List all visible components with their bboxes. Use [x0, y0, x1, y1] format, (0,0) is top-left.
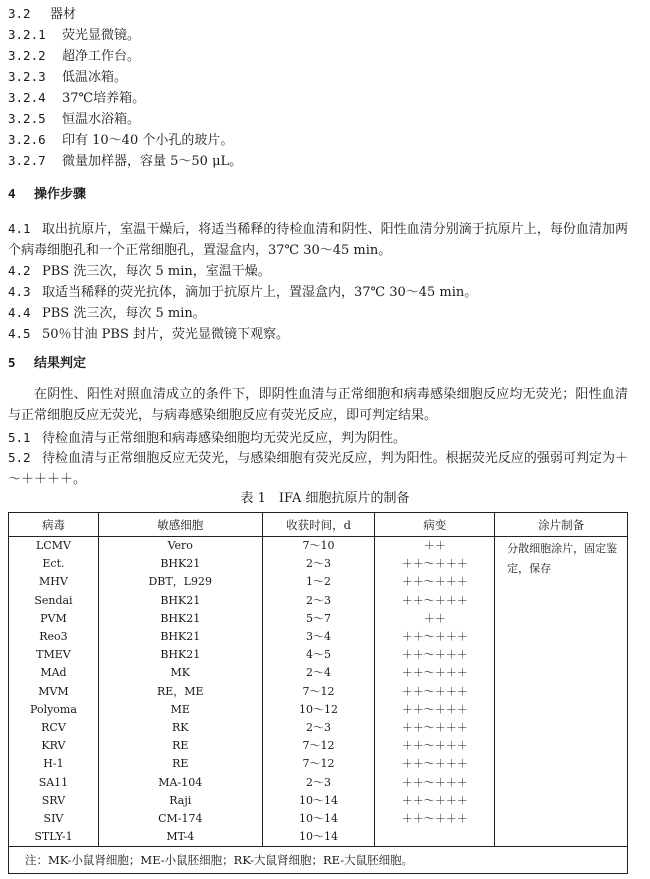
- cell-virus: Polyoma: [9, 701, 99, 719]
- item-number: 3.2.7: [8, 153, 46, 168]
- equipment-item: [8, 131, 233, 150]
- cell-sensitive-cell: ME: [98, 701, 262, 719]
- table-note: 注：MK-小鼠肾细胞；ME-小鼠胚细胞；RK-大鼠肾细胞；RE-大鼠胚细胞。: [9, 847, 628, 874]
- item-text: 低温冰箱。: [62, 70, 128, 85]
- cell-virus: SA11: [9, 773, 99, 791]
- step-4-1: 4.1 取出抗原片，室温干燥后，将适当稀释的待检血清和阴性、阳性血清分别滴于抗原片上，每份血清加两个病毒细胞孔和一个正常细胞孔，置湿盒内，37℃ 30～45 min。: [8, 221, 628, 258]
- cell-harvest-time: 2～3: [262, 719, 375, 737]
- cell-harvest-time: 3～4: [262, 628, 375, 646]
- cell-cpe: ＋＋～＋＋＋: [375, 592, 495, 610]
- item-number: 3.2.1: [8, 27, 46, 42]
- cell-sensitive-cell: Raji: [98, 792, 262, 810]
- cell-virus: Ect.: [9, 555, 99, 573]
- cell-cpe: ＋＋～＋＋＋: [375, 810, 495, 828]
- item-number: 3.2.2: [8, 48, 46, 63]
- cell-sensitive-cell: BHK21: [98, 646, 262, 664]
- cell-smear-prep: 分散细胞涂片，固定鉴定，保存: [495, 537, 628, 847]
- step-text: PBS 洗三次，每次 5 min。: [42, 306, 206, 321]
- cell-virus: SRV: [9, 792, 99, 810]
- table-header-row: [9, 513, 628, 537]
- cell-sensitive-cell: RE: [98, 737, 262, 755]
- cell-virus: H-1: [9, 755, 99, 773]
- cell-harvest-time: 2～4: [262, 664, 375, 682]
- cell-harvest-time: 2～3: [262, 592, 375, 610]
- procedure-step: [8, 325, 289, 344]
- cell-harvest-time: 7～12: [262, 755, 375, 773]
- cell-cpe: ＋＋～＋＋＋: [375, 664, 495, 682]
- table-note-row: [9, 847, 628, 874]
- result-intro-paragraph: 在阴性、阳性对照血清成立的条件下，即阴性血清与正常细胞和病毒感染细胞反应均无荧光；阳性血清与正常细胞反应无荧光，与病毒感染细胞反应有荧光反应，即可判定结果。: [8, 387, 628, 423]
- cell-sensitive-cell: MA-104: [98, 773, 262, 791]
- cell-sensitive-cell: MK: [98, 664, 262, 682]
- cell-cpe: ＋＋: [375, 610, 495, 628]
- cell-cpe: ＋＋～＋＋＋: [375, 555, 495, 573]
- cell-virus: TMEV: [9, 646, 99, 664]
- step-number: 4.5: [8, 326, 31, 341]
- cell-cpe: [375, 828, 495, 847]
- procedure-step: [8, 304, 206, 323]
- cell-sensitive-cell: CM-174: [98, 810, 262, 828]
- cell-sensitive-cell: DBT，L929: [98, 573, 262, 591]
- cell-virus: STLY-1: [9, 828, 99, 847]
- step-number: 4.4: [8, 305, 31, 320]
- cell-virus: KRV: [9, 737, 99, 755]
- cell-harvest-time: 10～14: [262, 828, 375, 847]
- section-5-heading: 5 结果判定: [8, 355, 87, 371]
- item-number: 3.2.5: [8, 111, 46, 126]
- cell-virus: MHV: [9, 573, 99, 591]
- table-body: [9, 537, 628, 847]
- step-number: 4.3: [8, 284, 31, 299]
- header-cpe: 病变: [375, 513, 495, 537]
- cell-virus: PVM: [9, 610, 99, 628]
- cell-cpe: ＋＋～＋＋＋: [375, 683, 495, 701]
- item-text: 37℃培养箱。: [62, 91, 146, 106]
- cell-sensitive-cell: RK: [98, 719, 262, 737]
- equipment-item: [8, 26, 140, 45]
- item-text: 荧光显微镜。: [62, 28, 141, 43]
- cell-harvest-time: 4～5: [262, 646, 375, 664]
- equipment-item: [8, 47, 140, 66]
- cell-virus: MAd: [9, 664, 99, 682]
- cell-cpe: ＋＋～＋＋＋: [375, 646, 495, 664]
- section-3-2-heading: 3.2 器材: [8, 6, 77, 22]
- cell-sensitive-cell: BHK21: [98, 628, 262, 646]
- item-number: 3.2.3: [8, 69, 46, 84]
- cell-cpe: ＋＋～＋＋＋: [375, 792, 495, 810]
- cell-cpe: ＋＋～＋＋＋: [375, 737, 495, 755]
- cell-harvest-time: 5～7: [262, 610, 375, 628]
- step-number: 4.2: [8, 263, 31, 278]
- item-text: 恒温水浴箱。: [62, 112, 141, 127]
- cell-cpe: ＋＋～＋＋＋: [375, 701, 495, 719]
- ifa-antigen-table: [8, 512, 628, 874]
- cell-harvest-time: 7～10: [262, 537, 375, 556]
- cell-sensitive-cell: Vero: [98, 537, 262, 556]
- cell-sensitive-cell: BHK21: [98, 555, 262, 573]
- cell-harvest-time: 1～2: [262, 573, 375, 591]
- section-4-heading: 4 操作步骤: [8, 186, 87, 202]
- table-row: [9, 537, 628, 556]
- cell-virus: Sendai: [9, 592, 99, 610]
- cell-harvest-time: 10～14: [262, 792, 375, 810]
- cell-sensitive-cell: RE: [98, 755, 262, 773]
- equipment-item: [8, 152, 242, 171]
- cell-harvest-time: 2～3: [262, 773, 375, 791]
- item-text: 超净工作台。: [62, 49, 141, 64]
- equipment-item: [8, 110, 140, 129]
- cell-harvest-time: 7～12: [262, 737, 375, 755]
- cell-sensitive-cell: RE，ME: [98, 683, 262, 701]
- item-text: 印有 10～40 个小孔的玻片。: [62, 133, 234, 148]
- equipment-item: [8, 89, 145, 108]
- header-harvest-time: 收获时间，d: [262, 513, 375, 537]
- step-text: 50％甘油 PBS 封片，荧光显微镜下观察。: [42, 327, 290, 342]
- header-virus: 病毒: [9, 513, 99, 537]
- equipment-item: [8, 68, 127, 87]
- cell-virus: Reo3: [9, 628, 99, 646]
- procedure-step: [8, 262, 271, 281]
- cell-harvest-time: 7～12: [262, 683, 375, 701]
- cell-cpe: ＋＋～＋＋＋: [375, 755, 495, 773]
- cell-harvest-time: 10～12: [262, 701, 375, 719]
- item-text: 微量加样器，容量 5～50 μL。: [62, 154, 243, 169]
- rule-5-1: 5.1 待检血清与正常细胞和病毒感染细胞均无荧光反应，判为阴性。: [8, 430, 407, 446]
- header-smear-prep: 涂片制备: [495, 513, 628, 537]
- cell-virus: MVM: [9, 683, 99, 701]
- cell-cpe: ＋＋～＋＋＋: [375, 628, 495, 646]
- cell-sensitive-cell: BHK21: [98, 610, 262, 628]
- cell-sensitive-cell: MT-4: [98, 828, 262, 847]
- procedure-step: [8, 283, 477, 302]
- cell-harvest-time: 10～14: [262, 810, 375, 828]
- step-text: 取适当稀释的荧光抗体，滴加于抗原片上，置湿盒内，37℃ 30～45 min。: [42, 285, 478, 300]
- cell-virus: RCV: [9, 719, 99, 737]
- cell-cpe: ＋＋～＋＋＋: [375, 719, 495, 737]
- rule-5-2: 5.2 待检血清与正常细胞反应无荧光，与感染细胞有荧光反应，判为阳性。根据荧光反应的强弱可判定为＋～＋＋＋＋。: [8, 450, 628, 487]
- cell-harvest-time: 2～3: [262, 555, 375, 573]
- step-text: PBS 洗三次，每次 5 min，室温干燥。: [42, 264, 271, 279]
- cell-virus: LCMV: [9, 537, 99, 556]
- table-caption: 表 1 IFA 细胞抗原片的制备: [240, 491, 410, 506]
- item-number: 3.2.6: [8, 132, 46, 147]
- cell-cpe: ＋＋～＋＋＋: [375, 573, 495, 591]
- cell-sensitive-cell: BHK21: [98, 592, 262, 610]
- cell-cpe: ＋＋: [375, 537, 495, 556]
- header-sensitive-cell: 敏感细胞: [98, 513, 262, 537]
- item-number: 3.2.4: [8, 90, 46, 105]
- cell-cpe: ＋＋～＋＋＋: [375, 773, 495, 791]
- cell-virus: SIV: [9, 810, 99, 828]
